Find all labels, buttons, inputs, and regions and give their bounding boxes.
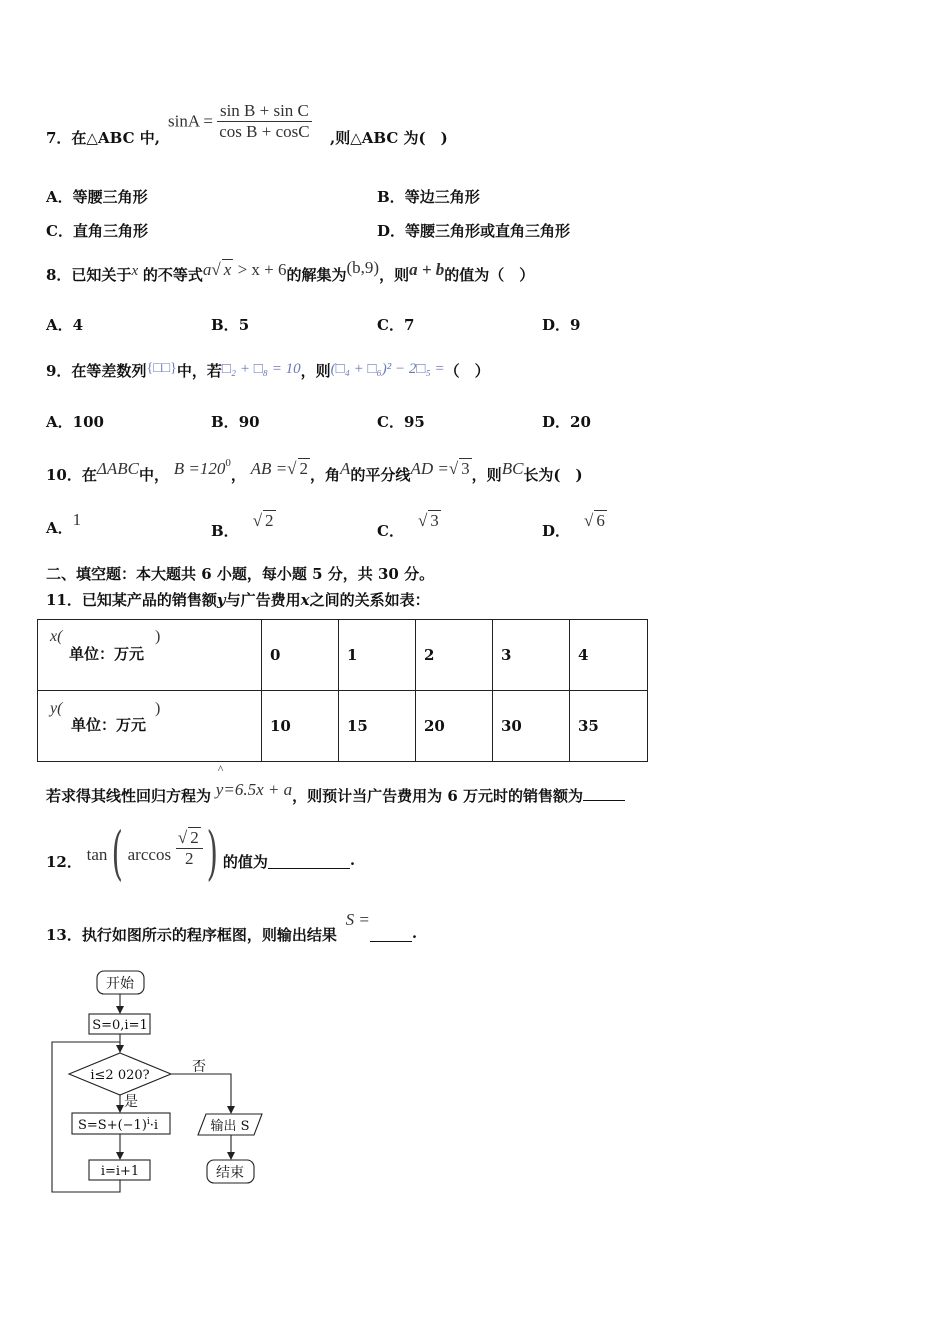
table-cell: 10	[262, 691, 339, 762]
q7-option-b: B．等边三角形	[377, 188, 480, 206]
q8-option-c: C．7	[377, 316, 415, 334]
q7-option-d: D．等腰三角形或直角三角形	[377, 222, 571, 240]
flow-cond-label: i≤2 020?	[90, 1068, 150, 1083]
table-cell: 20	[416, 691, 493, 762]
q7-tail: ,则△ABC 为( )	[330, 129, 448, 147]
flow-init-label: S=0,i=1	[92, 1018, 148, 1033]
q8-option-b: B．5	[211, 316, 250, 334]
q7-fraction: $\frac{\text{sin B + sin C}}{\text{cos B + cosC}}$	[219, 101, 310, 141]
flow-yes-label: 是	[124, 1094, 138, 1110]
q7-option-c: C．直角三角形	[46, 222, 148, 240]
table-cell: 3	[493, 620, 570, 691]
q8-stem: 8．已知关于x 的不等式a√ x > x + 6的解集为(b,9)，则a + b的值为（ ）	[46, 258, 535, 284]
row-header-y: y( 单位：万元 )	[38, 691, 262, 762]
q10-option-c: C．√ 3	[377, 511, 439, 540]
q7-option-a: A．等腰三角形	[46, 188, 148, 206]
table-cell: 1	[339, 620, 416, 691]
q11-regression: 若求得其线性回归方程为 ^ y=6.5x + a，则预计当广告费用为 6 万元时的销售额为	[46, 780, 625, 806]
q10-option-a: A．1	[46, 510, 82, 537]
table-cell: 15	[339, 691, 416, 762]
table-cell: 2	[416, 620, 493, 691]
table-cell: 0	[262, 620, 339, 691]
q9-option-c: C．95	[377, 413, 425, 431]
flow-no-label: 否	[192, 1059, 206, 1075]
row-header-x: x( 单位：万元 )	[38, 620, 262, 691]
table-cell: 4	[570, 620, 648, 691]
q9-option-d: D．20	[542, 413, 591, 431]
flow-update-i-label: i=i+1	[100, 1164, 140, 1179]
q10-option-d: D．√ 6	[542, 511, 605, 540]
q13-stem: 13．执行如图所示的程序框图，则输出结果 S =.	[46, 910, 418, 944]
q9-stem: 9．在等差数列{□□}中，若□₂ + □₈ = 10，则(□₄ + □₆)² − 2□₅ =（ ）	[46, 361, 490, 380]
q9-option-a: A．100	[46, 413, 104, 431]
flow-end-label: 结束	[216, 1165, 244, 1181]
flow-update-s-label: $S=S+(-1)^i\cdot i$	[78, 1117, 159, 1133]
q11-intro: 11．已知某产品的销售额y与广告费用x之间的关系如表：	[46, 591, 430, 609]
q8-option-a: A．4	[46, 316, 84, 334]
flow-start-label: 开始	[106, 976, 134, 992]
table-cell: 30	[493, 691, 570, 762]
flow-output-label: 输出 S	[210, 1119, 250, 1134]
q7-stem: 7．在△ABC 中,	[46, 129, 160, 147]
section-heading: 二、填空题：本大题共 6 小题，每小题 5 分，共 30 分。	[46, 565, 435, 583]
table-cell: 35	[570, 691, 648, 762]
q7-formula: sinA = $\frac{\text{sin B + sin C}}{\text{cos B + cosC}}$	[168, 101, 310, 141]
q9-option-b: B．90	[211, 413, 260, 431]
q10-option-b: B．√ 2	[211, 511, 274, 540]
q8-option-d: D．9	[542, 316, 581, 334]
q10-stem: 10．在ΔABC中， $B =120^0$， AB =√ 2 ，角A的平分线AD =√ 3 ，则BC长为( )	[46, 457, 583, 484]
q12-fraction: $\frac{√ 2}{2}$	[176, 827, 203, 869]
q12-stem: 12． tan ( arccos $\frac{√ 2}{2}$ ) 的值为 .	[46, 819, 356, 887]
